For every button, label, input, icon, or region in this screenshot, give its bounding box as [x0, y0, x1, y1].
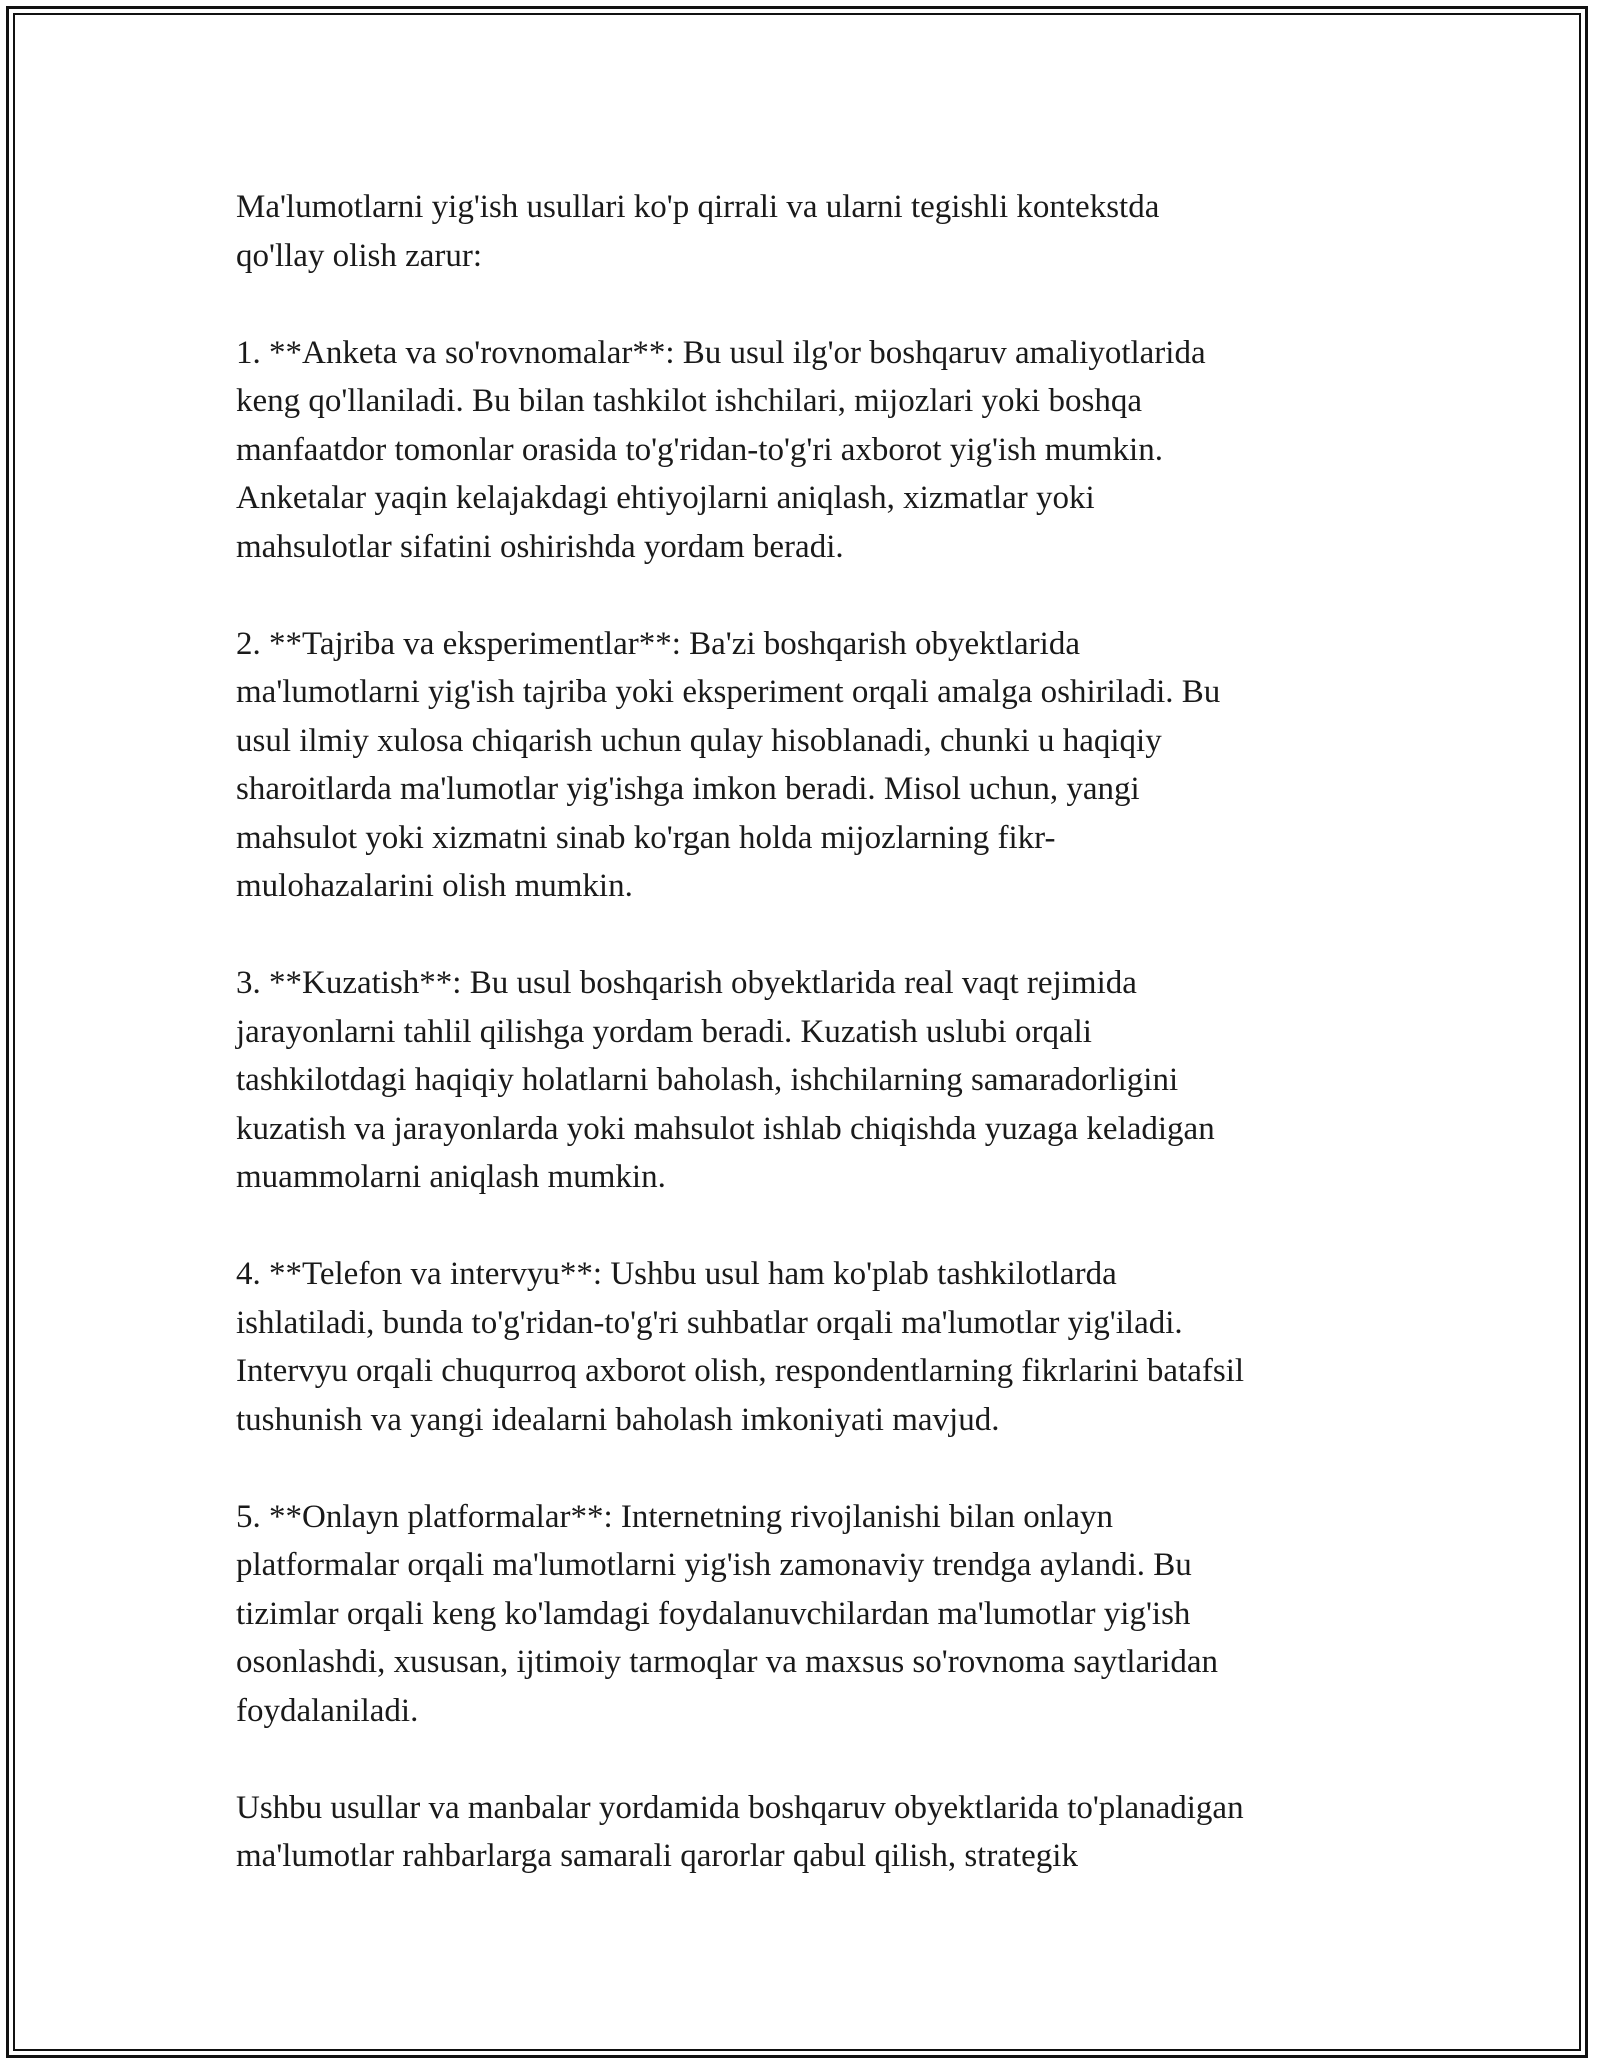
intro-paragraph: Ma'lumotlarni yig'ish usullari ko'p qirrali va ularni tegishli kontekstda qo'llay olish zarur:	[236, 189, 1160, 274]
conclusion-paragraph: Ushbu usullar va manbalar yordamida boshqaruv obyektlarida to'planadigan ma'lumotlar rahbarlarga samarali qarorlar qabul qilish, strategik	[236, 1789, 1244, 1874]
list-item-interview: 4. **Telefon va intervyu**: Ushbu usul ham ko'plab tashkilotlarda ishlatiladi, bunda to'g'ridan-to'g'ri suhbatlar orqali ma'lumotlar yig'iladi. Intervyu orqali chuqurroq axborot olish, respondentlarning fikrlarini batafsil tushunish va yangi idealarni baholash imkoniyati mavjud.	[236, 1256, 1245, 1438]
list-item-online-platforms: 5. **Onlayn platformalar**: Internetning rivojlanishi bilan onlayn platformalar orqali ma'lumotlarni yig'ish zamonaviy trendga aylandi. Bu tizimlar orqali keng ko'lamdagi foydalanuvchilardan ma'lumotlar yig'ish osonlashdi, xususan, ijtimoiy tarmoqlar va maxsus so'rovnoma saytlaridan foydalaniladi.	[236, 1498, 1219, 1729]
document-body	[236, 183, 1376, 1881]
list-item-observation: 3. **Kuzatish**: Bu usul boshqarish obyektlarida real vaqt rejimida jarayonlarni tahlil qilishga yordam beradi. Kuzatish uslubi orqali tashkilotdagi haqiqiy holatlarni baholash, ishchilarning samaradorligini kuzatish va jarayonlarda yoki mahsulot ishlab chiqishda yuzaga keladigan muammolarni aniqlash mumkin.	[236, 965, 1215, 1195]
list-item-questionnaires: 1. **Anketa va so'rovnomalar**: Bu usul ilg'or boshqaruv amaliyotlarida keng qo'llaniladi. Bu bilan tashkilot ishchilari, mijozlari yoki boshqa manfaatdor tomonlar orasida to'g'ridan-to'g'ri axborot yig'ish mumkin. Anketalar yaqin kelajakdagi ehtiyojlarni aniqlash, xizmatlar yoki mahsulotlar sifatini oshirishda yordam beradi.	[236, 334, 1206, 565]
list-item-experiments: 2. **Tajriba va eksperimentlar**: Ba'zi boshqarish obyektlarida ma'lumotlarni yig'ish tajriba yoki eksperiment orqali amalga oshiriladi. Bu usul ilmiy xulosa chiqarish uchun qulay hisoblanadi, chunki u haqiqiy sharoitlarda ma'lumotlar yig'ishga imkon beradi. Misol uchun, yangi mahsulot yoki xizmatni sinab ko'rgan holda mijozlarning fikr- mulohazalarini olish mumkin.	[236, 625, 1221, 904]
